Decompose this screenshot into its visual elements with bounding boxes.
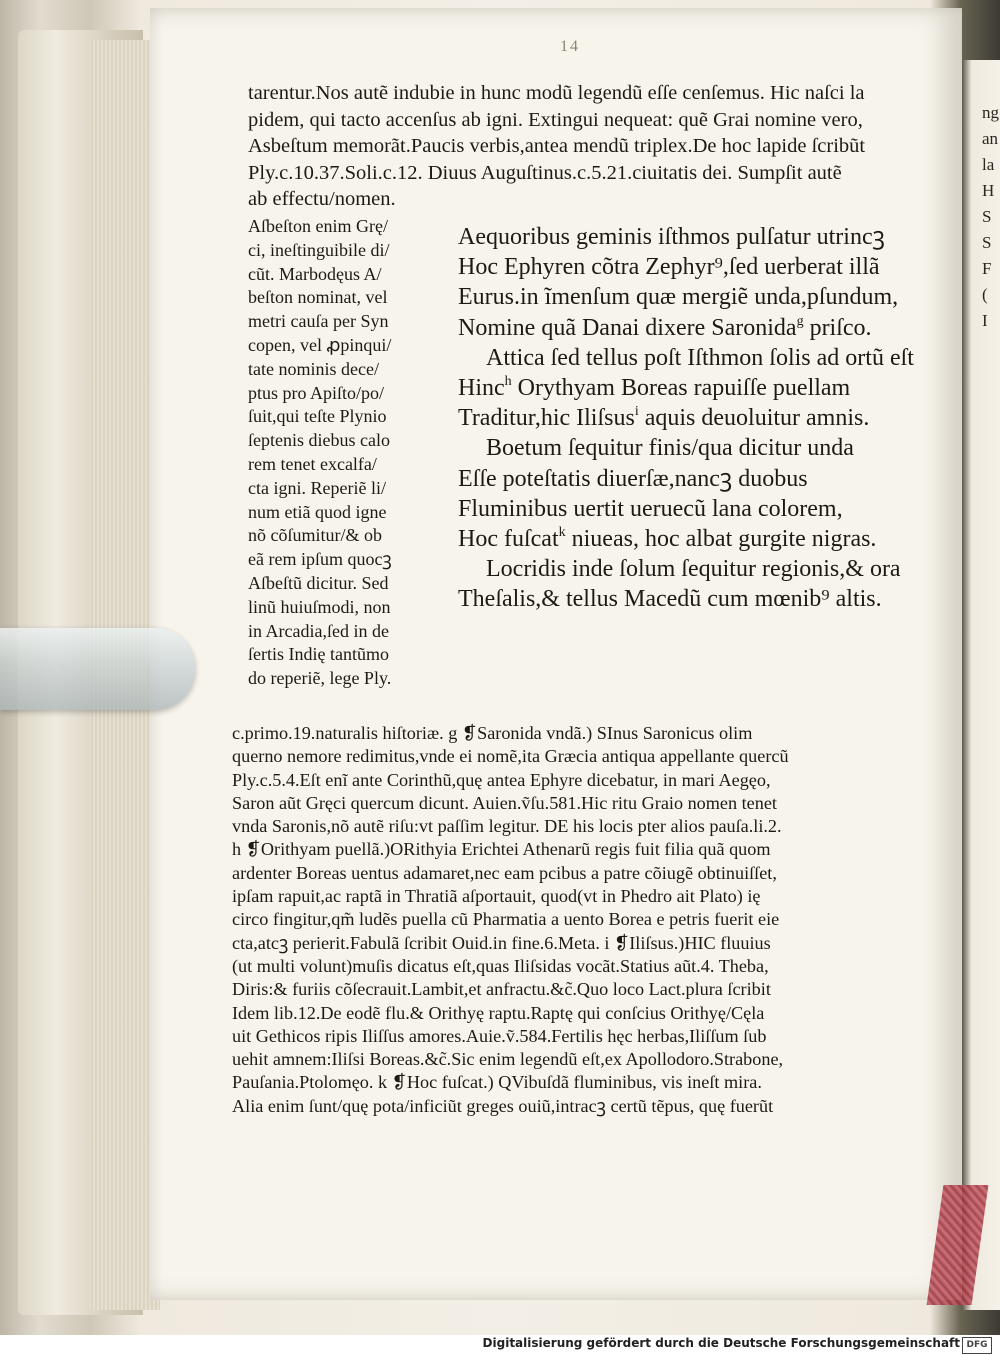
- fragment-line: (: [982, 285, 988, 304]
- page-clamp: [0, 628, 195, 710]
- text-line: ipſam rapuit,ac raptã in Thratiã aſportauit, quod(vt in Phedro ait Plato) ię: [232, 886, 761, 907]
- verse-line: [458, 222, 914, 252]
- fragment-line: la: [982, 155, 995, 174]
- text-line: uehit amnem:Iliſsi Boreas.&c̃.Sic enim legendũ eſt,ex Apollodoro.Strabone,: [232, 1049, 784, 1070]
- text-line: h ❡Orithyam puellã.)ORithyia Erichtei Athenarũ regis fuit filia quã quom: [232, 839, 771, 860]
- text-line: Alia enim ſunt/quę pota/inficiũt greges ouiũ,intracꝫ certũ tẽpus, quę fuerũt: [232, 1095, 774, 1116]
- side-note-line: ſertis Indię tantũmo: [248, 644, 389, 665]
- footnote-marker: i: [634, 404, 639, 420]
- text-line: Idem lib.12.De eodẽ flu.& Orithyę raptu.Raptę qui conſcius Orithyę/Cęla: [232, 1002, 765, 1023]
- fragment-line: S: [982, 207, 992, 226]
- text-line: Ply.c.5.4.Eſt enĩ ante Corinthũ,quę antea Ephyre dicebatur, in mari Aegęo,: [232, 769, 771, 790]
- commentary-top: [248, 80, 865, 213]
- verse-text: Locridis inde ſolum ſequitur regionis,& ora: [486, 556, 901, 583]
- verse-text-after: niueas, hoc albat gurgite nigras.: [565, 525, 877, 552]
- side-note-line: Aſbeſton enim Grę/: [248, 216, 388, 236]
- side-note-line: in Arcadia,ſed in de: [248, 620, 389, 641]
- text-line: Diris:& furiis cõſecrauit.Lambit,et anfractu.&c̃.Quo loco Lact.plura ſcribit: [232, 979, 771, 1000]
- text-line: cta,atcꝫ perierit.Fabulã ſcribit Ouid.in fine.6.Meta. i ❡Iliſsus.)HIC fluuius: [232, 932, 771, 953]
- text-line: ardenter Boreas uentus adamaret,nec eam pcibus a patre cõiugẽ obtinuiſſet,: [232, 862, 777, 883]
- side-note-line: cũt. Marbodęus A/: [248, 263, 382, 284]
- text-line: tarentur.Nos autẽ indubie in hunc modũ legendũ eſſe cenſemus. Hic naſci la: [248, 82, 865, 104]
- side-note-line: ſuit,qui teſte Plynio: [248, 406, 387, 427]
- side-note-line: ſeptenis diebus calo: [248, 430, 390, 451]
- digitization-credit: Digitalisierung gefördert durch die Deutsche Forschungsgemeinschaft: [482, 1336, 960, 1350]
- side-commentary: [248, 215, 392, 691]
- text-line: circo fingitur,qm̃ ludẽs puella cũ Pharmatia a uento Borea e petris fuerit eie: [232, 909, 780, 930]
- side-note-line: do reperiẽ, lege Ply.: [248, 668, 392, 689]
- text-line: pidem, qui tacto accenſus ab igni. Extingui nequeat: quẽ Grai nomine vero,: [248, 108, 863, 131]
- fragment-line: an: [982, 129, 999, 148]
- side-note-line: beſton nominat, vel: [248, 287, 388, 308]
- side-note-line: Aſbeſtũ dicitur. Sed: [248, 572, 389, 593]
- verse-text: Hinc: [458, 374, 505, 401]
- verse-line: [458, 252, 914, 282]
- text-line: c.primo.19.naturalis hiſtoriæ. g ❡Saronida vndã.) SInus Saronicus olim: [232, 723, 753, 743]
- footnote-marker: h: [504, 373, 512, 389]
- fragment-line: ng: [982, 103, 999, 122]
- text-line: querno nemore redimitus,vnde ei nomẽ,ita Græcia antiqua appellante quercũ: [232, 746, 789, 767]
- side-note-line: linũ huiuſmodi, non: [248, 596, 391, 617]
- verse-text: Fluminibus uertit ueruecũ lana colorem,: [458, 495, 843, 522]
- verse-block: [458, 222, 914, 614]
- verse-text: Aequoribus geminis iſthmos pulſatur utrincꝫ: [458, 224, 885, 250]
- verse-line: [458, 373, 914, 403]
- text-line: vnda Saronis,nõ autẽ riſu:vt paſſim legitur. DE his locis pter alios pauſa.li.2.: [232, 816, 782, 837]
- text-line: (ut multi volunt)muſis dicatus eſt,quas Iliſsidas vocãt.Statius aũt.4. Theba,: [232, 955, 769, 976]
- side-note-line: tate nominis dece/: [248, 358, 379, 379]
- verse-line: [458, 524, 914, 554]
- verse-line: [458, 433, 914, 463]
- side-note-line: copen, vel ꝓpinqui/: [248, 334, 392, 355]
- verse-text: Eſſe poteſtatis diuerſæ,nancꝫ duobus: [458, 465, 808, 492]
- footnote-marker: g: [796, 313, 804, 329]
- side-note-line: nõ cõſumitur/& ob: [248, 525, 382, 546]
- footnote-marker: k: [558, 524, 566, 540]
- commentary-bottom: [232, 722, 789, 1118]
- verse-text: Boetum ſequitur finis/qua dicitur unda: [486, 435, 854, 462]
- verse-text-after: aquis deuoluitur amnis.: [638, 405, 870, 432]
- verse-line: [458, 343, 914, 373]
- verse-text: Attica ſed tellus poſt Iſthmon ſolis ad ortũ eſt: [486, 344, 914, 371]
- side-note-line: ci, ineſtinguibile di/: [248, 239, 390, 260]
- verse-text: Theſalis,& tellus Macedũ cum mœnib⁹ altis.: [458, 586, 882, 613]
- verse-line: [458, 584, 914, 614]
- page-number: 14: [560, 38, 580, 55]
- verse-text: Nomine quã Danai dixere Saronida: [458, 314, 797, 341]
- text-line: Ply.c.10.37.Soli.c.12. Diuus Auguſtinus.c.5.21.ciuitatis dei. Sumpſit autẽ: [248, 161, 842, 184]
- text-line: ab effectu/nomen.: [248, 188, 396, 210]
- side-note-line: rem tenet excalfa/: [248, 453, 377, 474]
- verse-line: [458, 282, 914, 312]
- text-line: Pauſania.Ptolomęo. k ❡Hoc fuſcat.) QVibuſdã fluminibus, vis ineſt mira.: [232, 1072, 762, 1093]
- verse-line: [458, 464, 914, 494]
- side-note-line: cta igni. Reperiẽ li/: [248, 477, 386, 498]
- facing-page-fragments: [982, 100, 1000, 334]
- verse-line: [458, 313, 914, 343]
- fragment-line: F: [982, 259, 992, 278]
- verse-text: Hoc fuſcat: [458, 525, 559, 552]
- side-note-line: ptus pro Apiſto/po/: [248, 382, 385, 403]
- dfg-logo-icon: DFG: [962, 1337, 992, 1354]
- side-note-line: eã rem ipſum quocꝫ: [248, 549, 392, 570]
- verse-text-after: priſco.: [803, 314, 872, 341]
- verse-text: Eurus.in ĩmenſum quæ mergiẽ unda,pſundum,: [458, 284, 899, 311]
- fragment-line: H: [982, 181, 995, 200]
- verse-text: Traditur,hic Iliſsus: [458, 405, 635, 432]
- verse-text: Hoc Ephyren cõtra Zephyr⁹,ſed uerberat illã: [458, 254, 880, 281]
- verse-line: [458, 554, 914, 584]
- fragment-line: S: [982, 233, 992, 252]
- side-note-line: metri cauſa per Syn: [248, 311, 389, 332]
- verse-line: [458, 494, 914, 524]
- verse-text-after: Orythyam Boreas rapuiſſe puellam: [511, 374, 851, 401]
- text-line: Asbeſtum memorãt.Paucis verbis,antea mendũ triplex.De hoc lapide ſcribũt: [248, 135, 866, 157]
- text-line: Saron aũt Gręci quercum dicunt. Auien.ṽſu.581.Hic ritu Graio nomen tenet: [232, 792, 777, 813]
- text-line: uit Gethicos ripis Iliſſus amores.Auie.ṽ.584.Fertilis hęc herbas,Iliſſum ſub: [232, 1025, 767, 1046]
- fragment-line: I: [982, 311, 988, 330]
- side-note-line: num etiã quod igne: [248, 501, 387, 522]
- verse-line: [458, 403, 914, 433]
